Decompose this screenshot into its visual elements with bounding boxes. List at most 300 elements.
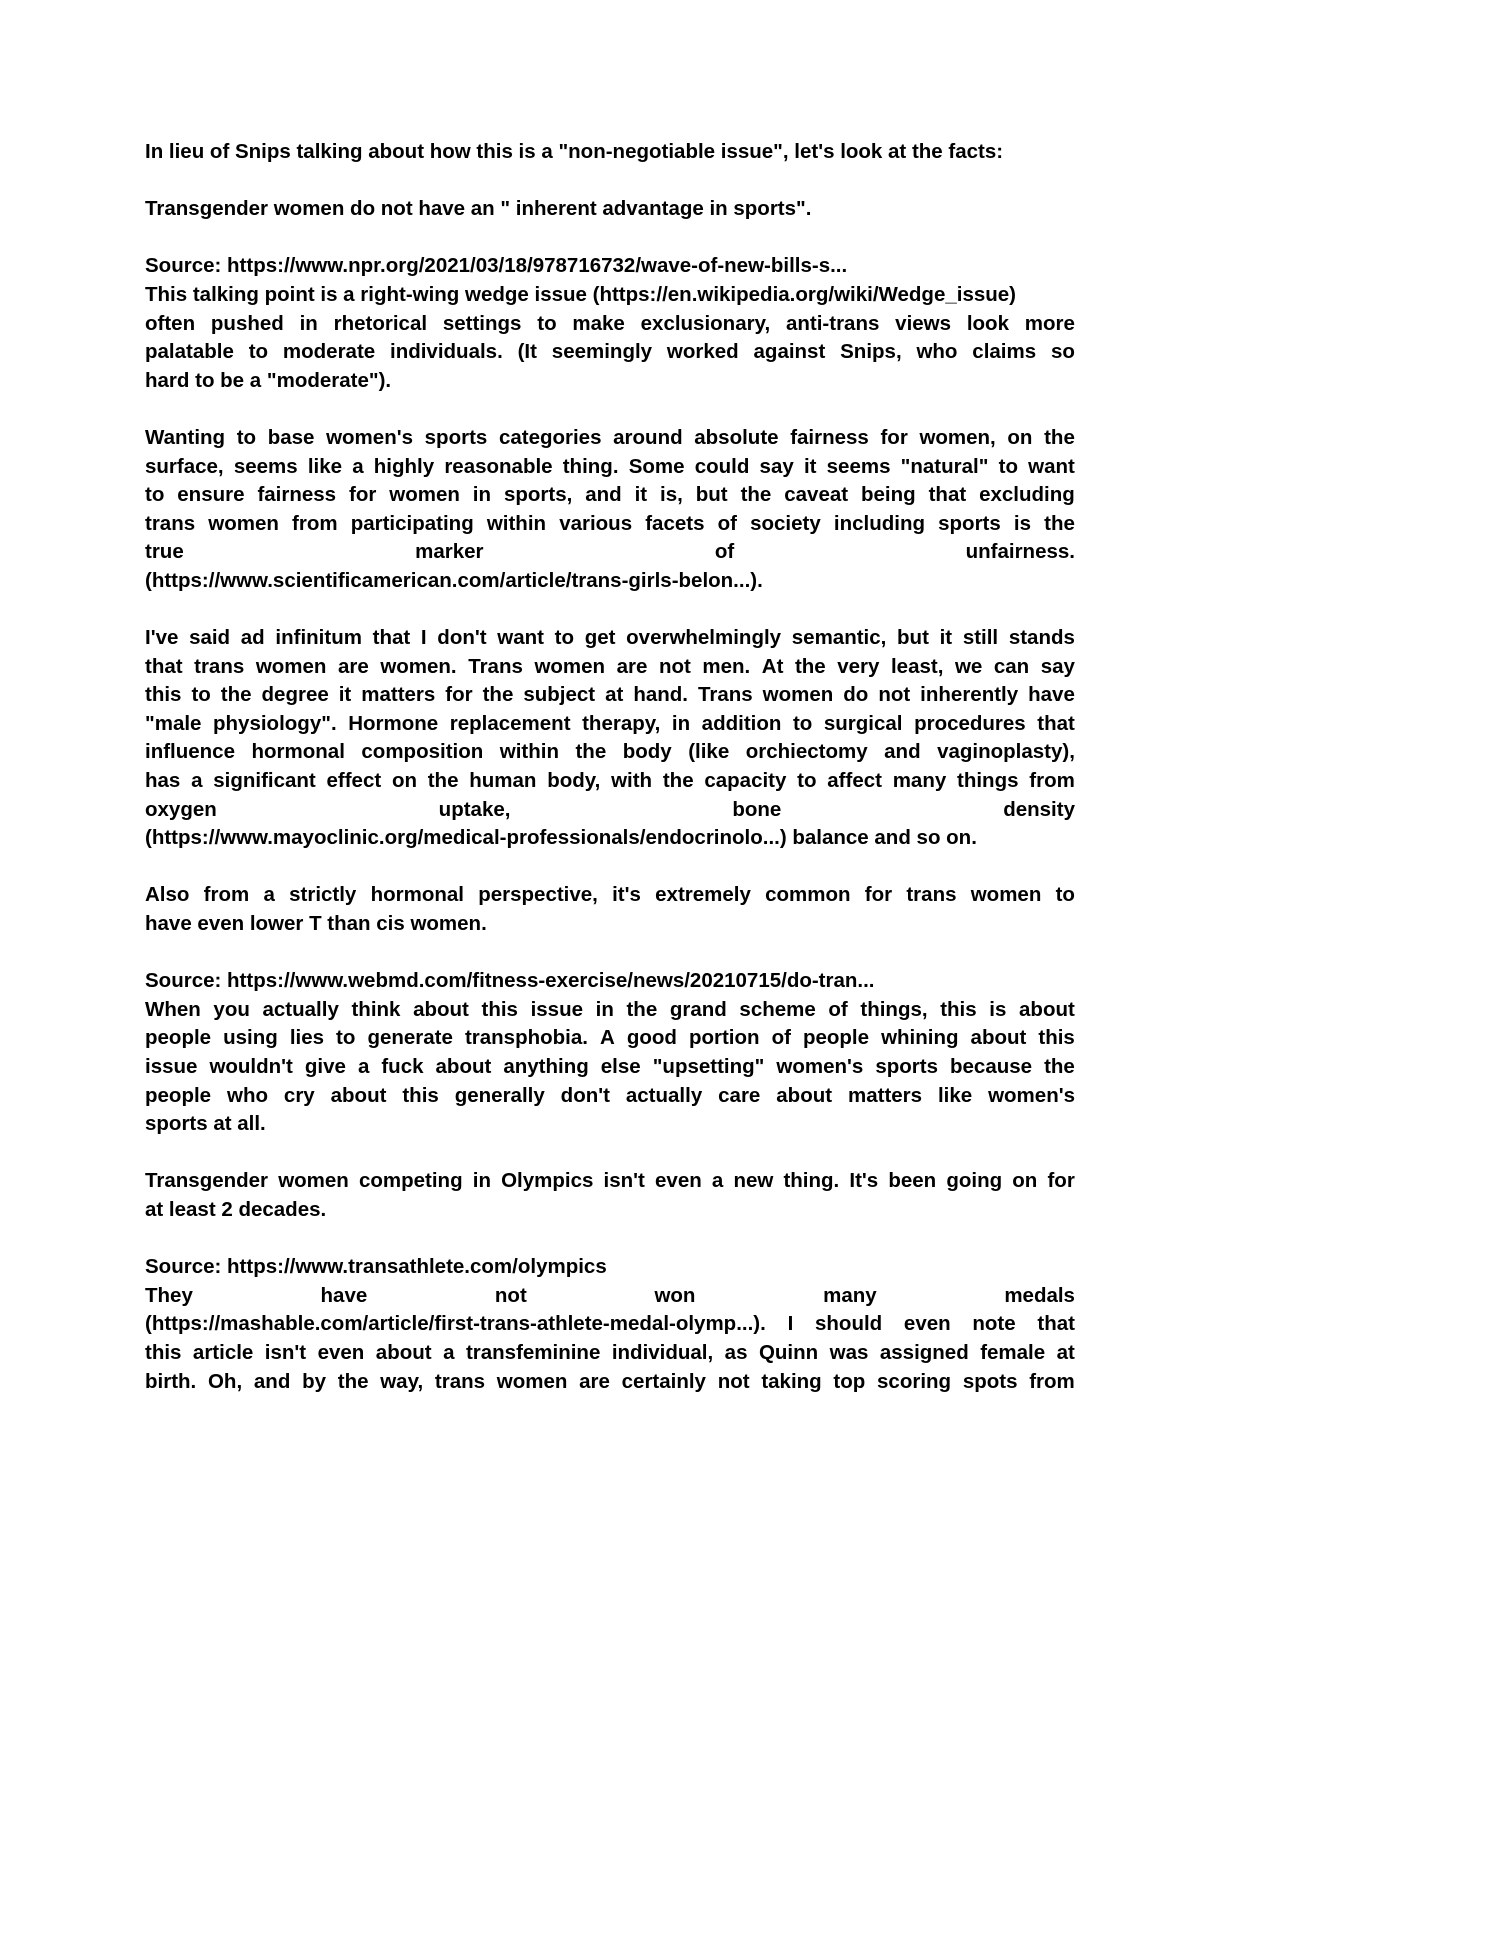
- word: is: [989, 997, 1007, 1021]
- word: isn't: [264, 1340, 307, 1364]
- word: Some: [628, 454, 685, 478]
- word: Wanting: [145, 425, 226, 449]
- paragraph-semantics: [145, 624, 1075, 853]
- word: don't: [437, 626, 487, 650]
- word: to: [191, 683, 211, 707]
- word: stands: [1008, 626, 1075, 650]
- word: including: [833, 511, 925, 535]
- word: certainly: [621, 1369, 706, 1393]
- word: women: [389, 483, 460, 507]
- word: taking: [761, 1369, 822, 1393]
- word: is,: [660, 483, 683, 507]
- word: exclusionary,: [640, 311, 771, 335]
- transphobia-line-5: sports at all.: [145, 1112, 266, 1136]
- word: individual,: [611, 1340, 714, 1364]
- word: this: [940, 997, 977, 1021]
- word: this: [1038, 1026, 1075, 1050]
- word: have: [1028, 683, 1075, 707]
- word: of: [717, 511, 737, 535]
- word: not: [658, 654, 691, 678]
- word: a: [357, 1055, 370, 1078]
- word: palatable: [145, 340, 234, 364]
- word: A: [599, 1026, 615, 1050]
- word: addition: [701, 711, 782, 735]
- word: surgical: [823, 711, 903, 735]
- fairness-line-3: [145, 481, 1075, 510]
- word: scheme: [739, 997, 816, 1021]
- word: it: [634, 483, 648, 507]
- word: people: [145, 1026, 212, 1050]
- word: to: [236, 425, 257, 449]
- word: it: [803, 454, 817, 478]
- word: trans: [434, 1369, 486, 1393]
- word: orchiectomy: [745, 740, 868, 764]
- word: not: [717, 1369, 750, 1393]
- word: subject: [523, 683, 596, 707]
- transphobia-line-2: [145, 1024, 1075, 1053]
- word: whining: [881, 1026, 959, 1050]
- word: by: [302, 1369, 327, 1393]
- word: to: [537, 311, 557, 335]
- word: infinitum: [275, 626, 362, 650]
- word: issue: [530, 997, 583, 1021]
- word: the: [427, 769, 459, 793]
- word: as: [724, 1340, 748, 1364]
- word: significant: [213, 769, 316, 793]
- word: the: [794, 654, 826, 678]
- word: seems: [826, 454, 891, 478]
- word: the: [1044, 511, 1075, 535]
- word: women: [278, 1169, 349, 1193]
- word: (It: [517, 340, 537, 364]
- word: this: [145, 1340, 182, 1364]
- word: men.: [702, 654, 751, 678]
- word: base: [267, 425, 315, 449]
- word: even: [317, 1340, 365, 1364]
- word: Trans: [468, 654, 523, 678]
- word: affect: [827, 769, 882, 793]
- word: are: [337, 654, 369, 678]
- word: because: [950, 1055, 1033, 1078]
- word: is: [1013, 511, 1032, 535]
- word: spots: [962, 1369, 1018, 1393]
- word: about: [776, 1083, 833, 1107]
- word: article: [192, 1340, 254, 1364]
- wedge-line-2: [145, 310, 1075, 339]
- word: so: [1050, 340, 1075, 364]
- spread-word: bone: [732, 797, 782, 821]
- word: it: [939, 626, 953, 650]
- word: individuals.: [390, 340, 503, 364]
- word: women: [534, 654, 606, 678]
- word: that: [372, 626, 411, 650]
- word: the: [575, 740, 607, 764]
- word: overwhelmingly: [626, 626, 782, 650]
- word: body: [622, 740, 672, 764]
- word: with: [611, 769, 653, 793]
- word: on: [1012, 1169, 1038, 1193]
- word: ad: [240, 626, 265, 650]
- word: fairness: [790, 425, 869, 449]
- word: to: [248, 340, 269, 364]
- spread-word: medals: [1004, 1283, 1075, 1307]
- olympics-line-2: at least 2 decades.: [145, 1197, 327, 1221]
- word: the: [1044, 1055, 1075, 1078]
- word: and: [253, 1369, 291, 1393]
- word: procedures: [914, 711, 1026, 735]
- word: from: [1029, 1369, 1075, 1393]
- word: but: [897, 626, 929, 650]
- word: make: [572, 311, 625, 335]
- word: about: [330, 1083, 387, 1107]
- word: grand: [669, 997, 727, 1021]
- hormonal-line-1: [145, 881, 1075, 910]
- transphobia-line-1: [145, 996, 1075, 1025]
- word: women: [762, 683, 834, 707]
- word: perspective,: [478, 883, 598, 907]
- word: on: [391, 769, 417, 793]
- medals-spread-line: [145, 1282, 1075, 1311]
- word: women's: [326, 425, 413, 449]
- word: Quinn: [758, 1340, 819, 1364]
- word: get: [584, 626, 616, 650]
- hormonal-line-2: have even lower T than cis women.: [145, 912, 487, 936]
- wedge-line-4: hard to be a "moderate").: [145, 368, 392, 392]
- word: facets: [645, 511, 705, 535]
- word: people: [802, 1026, 870, 1050]
- word: like: [937, 1083, 973, 1107]
- transphobia-line-4: [145, 1082, 1075, 1111]
- medals-line-4: [145, 1368, 1075, 1397]
- word: about: [1019, 997, 1075, 1021]
- medals-line-2: [145, 1310, 1075, 1339]
- word: within: [486, 511, 547, 535]
- word: vaginoplasty),: [937, 740, 1075, 764]
- word: anything: [503, 1055, 589, 1078]
- word: from: [203, 883, 250, 907]
- word: Oh,: [207, 1369, 243, 1393]
- word: in: [472, 483, 492, 507]
- word: the: [220, 683, 252, 707]
- word: say: [1040, 654, 1075, 678]
- source-line-npr: Source: https://www.npr.org/2021/03/18/978716732/wave-of-new-bills-s...: [145, 254, 848, 278]
- word: about: [970, 1026, 1027, 1050]
- paragraph-wedge-issue: [145, 281, 1075, 395]
- word: are: [579, 1369, 610, 1393]
- word: surface,: [145, 454, 224, 478]
- word: this: [145, 683, 182, 707]
- word: replacement: [449, 711, 571, 735]
- paragraph-fairness: [145, 424, 1075, 596]
- word: about: [435, 1055, 492, 1078]
- word: hormonal: [370, 883, 464, 907]
- word: trans: [145, 511, 196, 535]
- paragraph-medals: [145, 1282, 1075, 1396]
- word: thing.: [783, 1169, 840, 1193]
- word: Transgender: [145, 1169, 269, 1193]
- word: don't: [560, 1083, 610, 1107]
- source-line-transathlete: Source: https://www.transathlete.com/olympics: [145, 1255, 607, 1279]
- semantics-line-3: [145, 681, 1075, 710]
- word: Hormone: [348, 711, 439, 735]
- word: When: [145, 997, 201, 1021]
- word: want: [497, 626, 544, 650]
- word: has: [145, 769, 181, 793]
- word: views: [895, 311, 952, 335]
- spread-word: They: [145, 1283, 193, 1307]
- fairness-citation-line: (https://www.scientificamerican.com/article/trans-girls-belon...).: [145, 568, 763, 592]
- word: things,: [860, 997, 928, 1021]
- word: to: [1055, 883, 1075, 907]
- word: on: [1007, 425, 1033, 449]
- word: going: [946, 1169, 1003, 1193]
- word: who: [916, 340, 958, 364]
- word: of: [771, 1026, 791, 1050]
- word: else: [600, 1055, 641, 1078]
- word: the: [740, 483, 772, 507]
- word: the: [662, 769, 694, 793]
- word: about: [375, 1340, 432, 1364]
- word: sports,: [503, 483, 573, 507]
- spread-word: unfairness.: [965, 540, 1075, 564]
- word: say: [759, 454, 794, 478]
- word: to: [145, 483, 165, 507]
- word: actually: [625, 1083, 703, 1107]
- spread-word: density: [1003, 797, 1075, 821]
- paragraph-transphobia: [145, 996, 1075, 1139]
- word: at: [605, 683, 624, 707]
- word: sports: [938, 511, 1001, 535]
- word: like: [307, 454, 343, 478]
- word: society: [750, 511, 821, 535]
- word: therapy,: [582, 711, 661, 735]
- word: who: [227, 1083, 268, 1107]
- word: more: [1024, 311, 1075, 335]
- word: think: [351, 997, 401, 1021]
- word: absolute: [694, 425, 779, 449]
- word: around: [613, 425, 683, 449]
- word: Trans: [697, 683, 753, 707]
- word: to: [792, 711, 813, 735]
- word: influence: [145, 740, 235, 764]
- word: fairness: [257, 483, 337, 507]
- word: physiology".: [213, 711, 337, 735]
- word: extremely: [655, 883, 751, 907]
- word: that: [1037, 1312, 1075, 1336]
- word: the: [626, 997, 658, 1021]
- word: a: [443, 1340, 455, 1364]
- word: many: [892, 769, 947, 793]
- word: assigned: [879, 1340, 969, 1364]
- word: should: [815, 1312, 883, 1336]
- word: look: [966, 311, 1009, 335]
- word: anti-trans: [785, 311, 880, 335]
- word: women: [255, 654, 327, 678]
- word: fuck: [381, 1055, 424, 1078]
- word: competing: [358, 1169, 463, 1193]
- word: cry: [283, 1083, 315, 1107]
- word: generally: [454, 1083, 545, 1107]
- word: ensure: [177, 483, 245, 507]
- word: women,: [919, 425, 996, 449]
- word: for: [864, 883, 893, 907]
- word: give: [304, 1055, 346, 1078]
- word: "upsetting": [652, 1055, 765, 1078]
- word: Olympics: [501, 1169, 594, 1193]
- word: a: [711, 1169, 724, 1193]
- fairness-line-2: [145, 453, 1075, 482]
- word: wouldn't: [209, 1055, 293, 1078]
- word: isn't: [603, 1169, 645, 1193]
- word: generate: [367, 1026, 453, 1050]
- medals-line-3: [145, 1339, 1075, 1368]
- word: transphobia.: [464, 1026, 588, 1050]
- word: birth.: [145, 1369, 197, 1393]
- word: Snips,: [840, 340, 902, 364]
- word: pushed: [210, 311, 284, 335]
- word: a: [191, 769, 203, 793]
- word: and: [585, 483, 622, 507]
- word: care: [718, 1083, 761, 1107]
- word: do: [843, 683, 869, 707]
- word: for: [445, 683, 473, 707]
- semantics-line-6: [145, 767, 1075, 796]
- word: various: [559, 511, 633, 535]
- transphobia-line-3: [145, 1053, 1075, 1082]
- word: least,: [890, 654, 944, 678]
- word: matters: [847, 1083, 923, 1107]
- word: note: [972, 1312, 1016, 1336]
- word: for: [1047, 1169, 1075, 1193]
- word: caveat: [784, 483, 849, 507]
- fairness-line-1: [145, 424, 1075, 453]
- word: hand.: [633, 683, 688, 707]
- word: lies: [289, 1026, 325, 1050]
- word: portion: [688, 1026, 760, 1050]
- word: very: [837, 654, 880, 678]
- word: actually: [262, 997, 339, 1021]
- word: within: [499, 740, 559, 764]
- word: that: [145, 654, 183, 678]
- word: highly: [373, 454, 435, 478]
- word: "natural": [900, 454, 989, 478]
- word: for: [349, 483, 377, 507]
- spread-word: many: [823, 1283, 877, 1307]
- word: the: [482, 683, 514, 707]
- word: that: [928, 483, 967, 507]
- word: top: [833, 1369, 866, 1393]
- olympics-line-1: [145, 1167, 1075, 1196]
- word: It's: [849, 1169, 879, 1193]
- word: often: [145, 311, 196, 335]
- word: still: [962, 626, 999, 650]
- word: (https://mashable.com/article/first-trans-athlete-medal-olymp...).: [145, 1312, 766, 1336]
- word: women: [496, 1369, 568, 1393]
- word: issue: [145, 1055, 198, 1078]
- word: trans: [194, 654, 245, 678]
- semantics-line-1: [145, 624, 1075, 653]
- fairness-line-4: [145, 510, 1075, 539]
- word: trans: [906, 883, 957, 907]
- word: this: [481, 997, 518, 1021]
- wedge-line-3: [145, 338, 1075, 367]
- word: was: [829, 1340, 869, 1364]
- word: in: [299, 311, 318, 335]
- word: seems: [233, 454, 298, 478]
- word: thing.: [562, 454, 619, 478]
- word: women's: [988, 1083, 1075, 1107]
- word: being: [861, 483, 916, 507]
- word: that: [1037, 711, 1075, 735]
- word: women's: [776, 1055, 864, 1078]
- word: transfeminine: [465, 1340, 601, 1364]
- word: body,: [547, 769, 601, 793]
- word: can: [993, 654, 1030, 678]
- word: the: [1044, 425, 1075, 449]
- word: "male: [145, 711, 202, 735]
- word: moderate: [282, 340, 376, 364]
- paragraph-intro: In lieu of Snips talking about how this is a "non-negotiable issue", let's look at the facts:: [145, 140, 1004, 163]
- word: Also: [145, 883, 190, 907]
- fairness-spread-line: [145, 538, 1075, 567]
- spread-word: won: [654, 1283, 696, 1307]
- word: I: [420, 626, 427, 650]
- word: I've: [145, 626, 179, 650]
- spread-word: of: [714, 540, 735, 564]
- word: rhetorical: [333, 311, 428, 335]
- word: new: [733, 1169, 774, 1193]
- document-text-column: [145, 138, 1075, 1425]
- word: against: [753, 340, 826, 364]
- word: even: [655, 1169, 702, 1193]
- word: women: [970, 883, 1042, 907]
- word: participating: [350, 511, 474, 535]
- word: hormonal: [251, 740, 345, 764]
- word: human: [469, 769, 537, 793]
- word: to: [797, 769, 817, 793]
- spread-word: oxygen: [145, 797, 217, 821]
- word: capacity: [704, 769, 787, 793]
- word: female: [980, 1340, 1046, 1364]
- word: composition: [361, 740, 484, 764]
- word: want: [1028, 454, 1075, 478]
- word: the: [337, 1369, 369, 1393]
- word: things: [957, 769, 1019, 793]
- word: you: [213, 997, 250, 1021]
- word: to: [998, 454, 1018, 478]
- word: and: [884, 740, 921, 764]
- word: are: [616, 654, 648, 678]
- semantics-spread-line: [145, 796, 1075, 825]
- spread-word: not: [494, 1283, 527, 1307]
- word: even: [903, 1312, 951, 1336]
- word: people: [145, 1083, 212, 1107]
- word: women: [208, 511, 279, 535]
- word: this: [402, 1083, 439, 1107]
- word: (like: [688, 740, 730, 764]
- word: worked: [666, 340, 739, 364]
- word: in: [595, 997, 614, 1021]
- word: sports: [424, 425, 488, 449]
- word: to: [336, 1026, 356, 1050]
- word: way,: [380, 1369, 424, 1393]
- semantics-line-2: [145, 653, 1075, 682]
- word: settings: [442, 311, 522, 335]
- semantics-line-4: [145, 710, 1075, 739]
- spread-word: true: [145, 540, 184, 564]
- word: sports: [875, 1055, 938, 1078]
- word: semantic,: [791, 626, 887, 650]
